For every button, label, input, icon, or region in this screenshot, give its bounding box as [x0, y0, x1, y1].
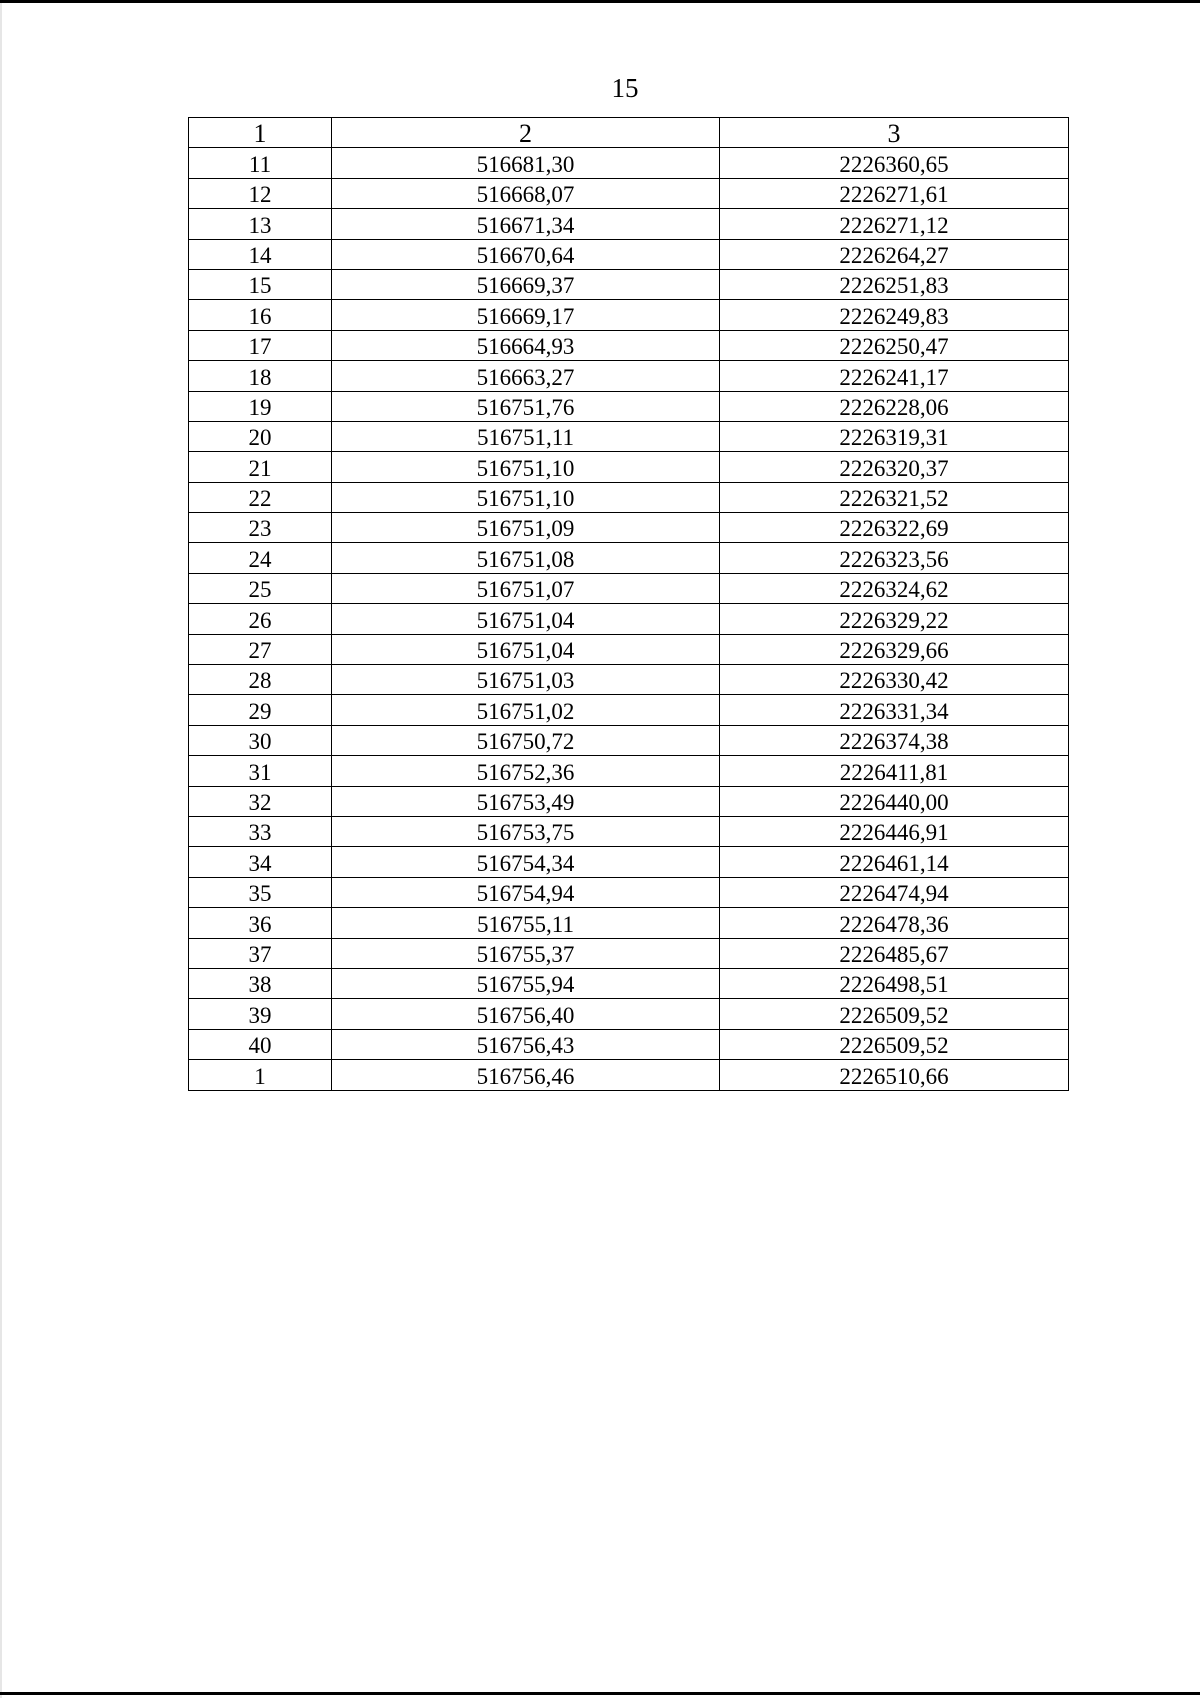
point-number-cell: 37 [189, 938, 332, 968]
point-number-cell: 35 [189, 877, 332, 907]
table-row [189, 786, 1069, 816]
table-row [189, 847, 1069, 877]
table-row [189, 999, 1069, 1029]
x-coordinate-cell: 516751,10 [332, 452, 720, 482]
point-number-cell: 36 [189, 908, 332, 938]
column-header-2: 2 [332, 118, 720, 148]
table-row [189, 665, 1069, 695]
y-coordinate-cell: 2226324,62 [720, 573, 1069, 603]
y-coordinate-cell: 2226374,38 [720, 725, 1069, 755]
point-number-cell: 20 [189, 421, 332, 451]
y-coordinate-cell: 2226320,37 [720, 452, 1069, 482]
x-coordinate-cell: 516671,34 [332, 209, 720, 239]
x-coordinate-cell: 516754,94 [332, 877, 720, 907]
x-coordinate-cell: 516755,11 [332, 908, 720, 938]
table-row [189, 1029, 1069, 1059]
y-coordinate-cell: 2226241,17 [720, 361, 1069, 391]
x-coordinate-cell: 516681,30 [332, 148, 720, 178]
point-number-cell: 26 [189, 604, 332, 634]
table-row [189, 968, 1069, 998]
x-coordinate-cell: 516751,02 [332, 695, 720, 725]
y-coordinate-cell: 2226411,81 [720, 756, 1069, 786]
x-coordinate-cell: 516668,07 [332, 178, 720, 208]
table-row [189, 816, 1069, 846]
y-coordinate-cell: 2226319,31 [720, 421, 1069, 451]
x-coordinate-cell: 516669,17 [332, 300, 720, 330]
y-coordinate-cell: 2226509,52 [720, 999, 1069, 1029]
y-coordinate-cell: 2226249,83 [720, 300, 1069, 330]
point-number-cell: 14 [189, 239, 332, 269]
coordinates-table [188, 117, 1069, 1091]
x-coordinate-cell: 516663,27 [332, 361, 720, 391]
scan-margin-line [0, 3, 2, 1698]
page-number: 15 [611, 73, 639, 103]
x-coordinate-cell: 516670,64 [332, 239, 720, 269]
point-number-cell: 32 [189, 786, 332, 816]
y-coordinate-cell: 2226461,14 [720, 847, 1069, 877]
point-number-cell: 16 [189, 300, 332, 330]
table-row [189, 877, 1069, 907]
x-coordinate-cell: 516751,04 [332, 634, 720, 664]
point-number-cell: 40 [189, 1029, 332, 1059]
y-coordinate-cell: 2226250,47 [720, 330, 1069, 360]
x-coordinate-cell: 516755,37 [332, 938, 720, 968]
y-coordinate-cell: 2226271,12 [720, 209, 1069, 239]
table-header-row [189, 118, 1069, 148]
point-number-cell: 31 [189, 756, 332, 786]
point-number-cell: 29 [189, 695, 332, 725]
x-coordinate-cell: 516669,37 [332, 269, 720, 299]
point-number-cell: 38 [189, 968, 332, 998]
table-row [189, 239, 1069, 269]
y-coordinate-cell: 2226329,66 [720, 634, 1069, 664]
y-coordinate-cell: 2226478,36 [720, 908, 1069, 938]
table-row [189, 269, 1069, 299]
x-coordinate-cell: 516755,94 [332, 968, 720, 998]
y-coordinate-cell: 2226446,91 [720, 816, 1069, 846]
y-coordinate-cell: 2226329,22 [720, 604, 1069, 634]
point-number-cell: 24 [189, 543, 332, 573]
x-coordinate-cell: 516751,03 [332, 665, 720, 695]
x-coordinate-cell: 516756,40 [332, 999, 720, 1029]
table-row [189, 604, 1069, 634]
column-header-3: 3 [720, 118, 1069, 148]
x-coordinate-cell: 516756,46 [332, 1060, 720, 1090]
y-coordinate-cell: 2226321,52 [720, 482, 1069, 512]
y-coordinate-cell: 2226510,66 [720, 1060, 1069, 1090]
table-row [189, 543, 1069, 573]
x-coordinate-cell: 516664,93 [332, 330, 720, 360]
y-coordinate-cell: 2226323,56 [720, 543, 1069, 573]
point-number-cell: 18 [189, 361, 332, 391]
point-number-cell: 21 [189, 452, 332, 482]
table-row [189, 695, 1069, 725]
table-body [189, 148, 1069, 1090]
point-number-cell: 23 [189, 513, 332, 543]
x-coordinate-cell: 516751,04 [332, 604, 720, 634]
point-number-cell: 30 [189, 725, 332, 755]
table-row [189, 513, 1069, 543]
x-coordinate-cell: 516751,10 [332, 482, 720, 512]
table-row [189, 482, 1069, 512]
column-header-1: 1 [189, 118, 332, 148]
table-row [189, 756, 1069, 786]
point-number-cell: 15 [189, 269, 332, 299]
table-row [189, 209, 1069, 239]
y-coordinate-cell: 2226498,51 [720, 968, 1069, 998]
y-coordinate-cell: 2226509,52 [720, 1029, 1069, 1059]
y-coordinate-cell: 2226322,69 [720, 513, 1069, 543]
x-coordinate-cell: 516751,76 [332, 391, 720, 421]
table-row [189, 391, 1069, 421]
table-row [189, 148, 1069, 178]
table-row [189, 421, 1069, 451]
table-row [189, 300, 1069, 330]
x-coordinate-cell: 516750,72 [332, 725, 720, 755]
x-coordinate-cell: 516751,09 [332, 513, 720, 543]
y-coordinate-cell: 2226251,83 [720, 269, 1069, 299]
y-coordinate-cell: 2226360,65 [720, 148, 1069, 178]
table-row [189, 330, 1069, 360]
table-row [189, 361, 1069, 391]
point-number-cell: 19 [189, 391, 332, 421]
point-number-cell: 1 [189, 1060, 332, 1090]
point-number-cell: 28 [189, 665, 332, 695]
x-coordinate-cell: 516756,43 [332, 1029, 720, 1059]
point-number-cell: 11 [189, 148, 332, 178]
x-coordinate-cell: 516753,49 [332, 786, 720, 816]
x-coordinate-cell: 516751,07 [332, 573, 720, 603]
table-row [189, 725, 1069, 755]
y-coordinate-cell: 2226271,61 [720, 178, 1069, 208]
y-coordinate-cell: 2226264,27 [720, 239, 1069, 269]
point-number-cell: 33 [189, 816, 332, 846]
point-number-cell: 12 [189, 178, 332, 208]
y-coordinate-cell: 2226330,42 [720, 665, 1069, 695]
point-number-cell: 22 [189, 482, 332, 512]
table-row [189, 573, 1069, 603]
table-row [189, 908, 1069, 938]
y-coordinate-cell: 2226485,67 [720, 938, 1069, 968]
point-number-cell: 13 [189, 209, 332, 239]
table-row [189, 1060, 1069, 1090]
x-coordinate-cell: 516754,34 [332, 847, 720, 877]
x-coordinate-cell: 516753,75 [332, 816, 720, 846]
y-coordinate-cell: 2226228,06 [720, 391, 1069, 421]
point-number-cell: 17 [189, 330, 332, 360]
point-number-cell: 27 [189, 634, 332, 664]
table-row [189, 178, 1069, 208]
point-number-cell: 39 [189, 999, 332, 1029]
point-number-cell: 25 [189, 573, 332, 603]
table-row [189, 634, 1069, 664]
y-coordinate-cell: 2226440,00 [720, 786, 1069, 816]
y-coordinate-cell: 2226474,94 [720, 877, 1069, 907]
table-row [189, 452, 1069, 482]
x-coordinate-cell: 516751,08 [332, 543, 720, 573]
y-coordinate-cell: 2226331,34 [720, 695, 1069, 725]
x-coordinate-cell: 516752,36 [332, 756, 720, 786]
table-row [189, 938, 1069, 968]
x-coordinate-cell: 516751,11 [332, 421, 720, 451]
point-number-cell: 34 [189, 847, 332, 877]
